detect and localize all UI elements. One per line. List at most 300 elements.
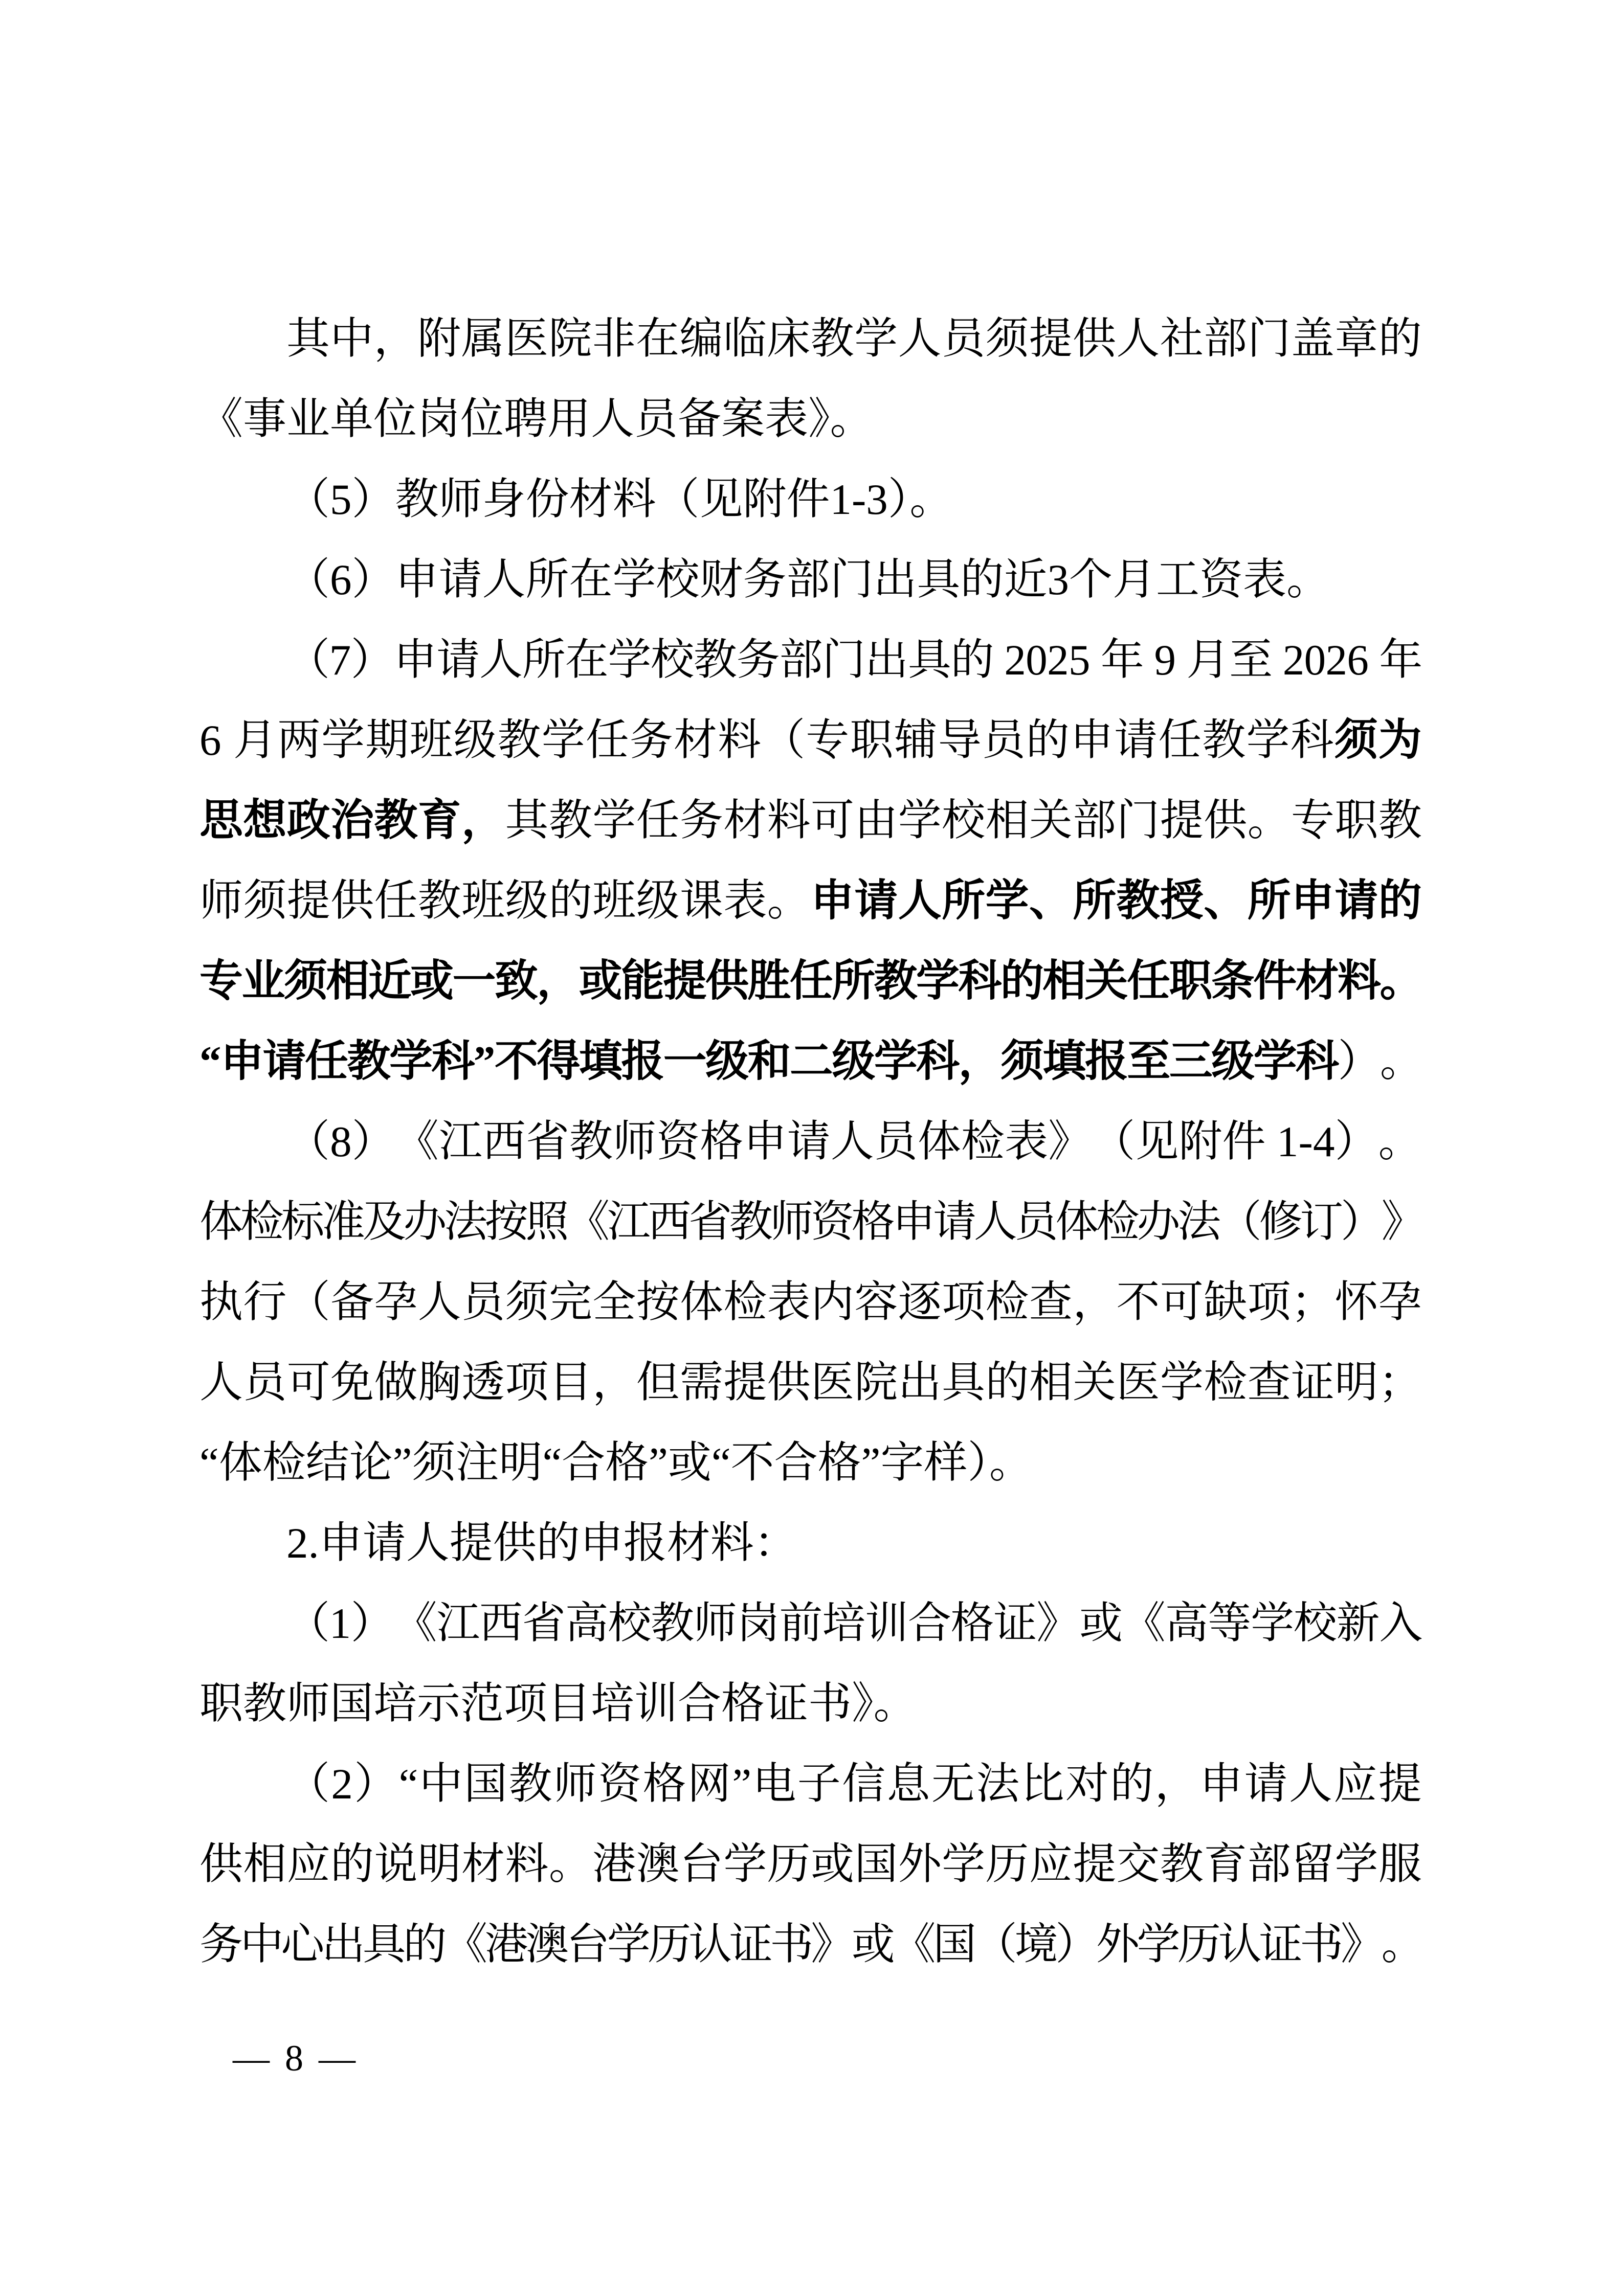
char: 检 bbox=[1096, 1198, 1140, 1246]
char: 港 bbox=[592, 1840, 636, 1888]
char: 具 bbox=[907, 636, 951, 684]
char: 供 bbox=[330, 877, 374, 925]
page-number: — 8 — bbox=[233, 2038, 359, 2079]
char: 致 bbox=[494, 957, 538, 1005]
char: 育 bbox=[1204, 1840, 1248, 1888]
char: 不 bbox=[494, 1038, 538, 1086]
char: 员 bbox=[874, 1118, 918, 1166]
space bbox=[1266, 1102, 1277, 1182]
char: ， bbox=[461, 797, 505, 845]
char: 按 bbox=[636, 1278, 680, 1326]
char: 9 bbox=[1154, 636, 1176, 684]
char: 学 bbox=[607, 1921, 651, 1969]
text-line-3 bbox=[199, 460, 1422, 540]
char: 请 bbox=[1114, 716, 1158, 764]
char: 级 bbox=[832, 1038, 876, 1086]
char: 学 bbox=[541, 716, 585, 764]
char: ） bbox=[350, 1600, 394, 1648]
char: 说 bbox=[374, 1840, 418, 1888]
char: ” bbox=[473, 1038, 496, 1086]
char: 件 bbox=[1222, 1118, 1266, 1166]
char: 明 bbox=[1334, 1359, 1378, 1407]
char: 料 bbox=[718, 716, 762, 764]
char: 需 bbox=[679, 1359, 723, 1407]
char: 学 bbox=[942, 1840, 986, 1888]
char: 任 bbox=[1158, 716, 1202, 764]
char: 须 bbox=[243, 877, 287, 925]
char: 应 bbox=[1029, 1840, 1073, 1888]
char: 料 bbox=[767, 797, 811, 845]
char: 须 bbox=[1334, 716, 1378, 764]
char: 电 bbox=[752, 1760, 796, 1808]
char: 材 bbox=[1295, 957, 1339, 1005]
char: 职 bbox=[1334, 797, 1378, 845]
char: 所 bbox=[1247, 877, 1291, 925]
char: 任 bbox=[636, 797, 680, 845]
char: 教 bbox=[810, 315, 854, 363]
char: 员 bbox=[982, 716, 1026, 764]
char: 办 bbox=[403, 1198, 447, 1246]
char: 2 bbox=[1282, 636, 1305, 684]
char: 心 bbox=[281, 1921, 325, 1969]
char: ） bbox=[1340, 1198, 1384, 1246]
char: 高 bbox=[565, 1600, 609, 1648]
char: 省 bbox=[522, 1600, 566, 1648]
char: 学 bbox=[321, 716, 365, 764]
char: 子 bbox=[797, 1760, 841, 1808]
char: 相 bbox=[1042, 957, 1086, 1005]
char: 或 bbox=[579, 957, 622, 1005]
char: 按 bbox=[484, 1198, 528, 1246]
char: 项 bbox=[942, 1278, 986, 1326]
char: 申 bbox=[1070, 716, 1114, 764]
char: 请 bbox=[787, 1118, 831, 1166]
char: 应 bbox=[286, 1840, 330, 1888]
text-segment: 职教师国培示范项目培训合格证书》。 bbox=[199, 1680, 917, 1728]
char: 职 bbox=[850, 716, 894, 764]
char: 国 bbox=[464, 1760, 508, 1808]
char: 澳 bbox=[525, 1921, 569, 1969]
char: 标 bbox=[281, 1198, 325, 1246]
char: 。 bbox=[1381, 1921, 1425, 1969]
char: 申 bbox=[743, 1118, 787, 1166]
text-segment: 《事业单位岗位聘用人员备案表》。 bbox=[199, 395, 874, 443]
char: 》 bbox=[1381, 1198, 1425, 1246]
char: 得 bbox=[537, 1038, 581, 1086]
char: 完 bbox=[548, 1278, 592, 1326]
char: 请 bbox=[933, 1198, 977, 1246]
char: 申 bbox=[220, 1038, 264, 1086]
char: 胜 bbox=[747, 957, 791, 1005]
char: 的 bbox=[1026, 716, 1070, 764]
space bbox=[222, 701, 233, 781]
char: 中 bbox=[330, 315, 374, 363]
char: 床 bbox=[767, 315, 811, 363]
char: 备 bbox=[330, 1278, 374, 1326]
char: 、 bbox=[1029, 877, 1073, 925]
char: 目 bbox=[548, 1359, 592, 1407]
char: 新 bbox=[1336, 1600, 1380, 1648]
char: 人 bbox=[830, 1118, 874, 1166]
char: 提 bbox=[1160, 797, 1204, 845]
char: 条 bbox=[1211, 957, 1255, 1005]
char: 人 bbox=[1116, 315, 1160, 363]
char: 医 bbox=[504, 315, 548, 363]
char: 6 bbox=[1347, 636, 1369, 684]
char: 师 bbox=[199, 877, 243, 925]
char: 近 bbox=[368, 957, 412, 1005]
char: 资 bbox=[656, 1118, 700, 1166]
char: 格 bbox=[642, 1760, 686, 1808]
text-segment: “体检结论”须注明“合格”或“不合格”字样）。 bbox=[199, 1439, 1033, 1487]
char: 专 bbox=[199, 957, 243, 1005]
char: 服 bbox=[1378, 1840, 1422, 1888]
text-line-14 bbox=[199, 1343, 1422, 1423]
char: 中 bbox=[240, 1921, 284, 1969]
char: 学 bbox=[1253, 1038, 1297, 1086]
char: 师 bbox=[553, 1760, 597, 1808]
char: 请 bbox=[436, 636, 480, 684]
char: 历 bbox=[648, 1921, 692, 1969]
char: 提 bbox=[663, 957, 707, 1005]
char: 资 bbox=[811, 1198, 855, 1246]
char: （ bbox=[1218, 1198, 1262, 1246]
char: 提 bbox=[1029, 315, 1073, 363]
char: 至 bbox=[1229, 636, 1273, 684]
char: 教 bbox=[1160, 1840, 1204, 1888]
text-line-15 bbox=[199, 1423, 1422, 1503]
char: 须 bbox=[505, 1278, 549, 1326]
char: 师 bbox=[693, 1600, 737, 1648]
char: ； bbox=[1291, 1278, 1334, 1326]
char: 学 bbox=[592, 797, 636, 845]
char: ， bbox=[958, 1038, 1002, 1086]
char: 信 bbox=[842, 1760, 886, 1808]
char: 附 bbox=[417, 315, 461, 363]
char: 部 bbox=[1073, 797, 1117, 845]
char: 学 bbox=[1246, 716, 1290, 764]
text-segment: （5）教师身份材料（见附件1-3）。 bbox=[286, 476, 953, 524]
char: 或 bbox=[1079, 1600, 1123, 1648]
char: 修 bbox=[1259, 1198, 1303, 1246]
char: 对 bbox=[1065, 1760, 1109, 1808]
char: 请 bbox=[854, 877, 898, 925]
char: 出 bbox=[865, 636, 909, 684]
char: 合 bbox=[907, 1600, 951, 1648]
char: 料 bbox=[505, 1840, 549, 1888]
char: 。 bbox=[548, 1840, 592, 1888]
char: 填 bbox=[1042, 1038, 1086, 1086]
char: 2 bbox=[1047, 636, 1069, 684]
char: 认 bbox=[688, 1921, 732, 1969]
char: 2 bbox=[1325, 636, 1348, 684]
char: 门 bbox=[822, 636, 866, 684]
char: 任 bbox=[585, 716, 629, 764]
space bbox=[993, 620, 1004, 701]
char: 校 bbox=[651, 636, 695, 684]
char: 《 bbox=[566, 1198, 610, 1246]
text-line-4 bbox=[199, 540, 1422, 620]
char: 其 bbox=[505, 797, 549, 845]
char: 员 bbox=[461, 1278, 505, 1326]
char: 行 bbox=[243, 1278, 287, 1326]
char: 须 bbox=[283, 957, 327, 1005]
char: 0 bbox=[1026, 636, 1048, 684]
char: 教 bbox=[1378, 797, 1422, 845]
char: 项 bbox=[505, 1359, 549, 1407]
char: 的 bbox=[985, 1359, 1029, 1407]
char: 透 bbox=[461, 1359, 505, 1407]
char: 2 bbox=[1004, 636, 1026, 684]
char: 务 bbox=[199, 1921, 243, 1969]
char: 由 bbox=[854, 797, 898, 845]
char: （ bbox=[286, 1118, 330, 1166]
char: 外 bbox=[1096, 1921, 1140, 1969]
char: 查 bbox=[1029, 1278, 1073, 1326]
char: 关 bbox=[1084, 957, 1128, 1005]
char: 书 bbox=[1300, 1921, 1344, 1969]
text-segment: （6）申请人所在学校财务部门出具的近3个月工资表。 bbox=[286, 556, 1330, 604]
char: 任 bbox=[305, 1038, 349, 1086]
char: 人 bbox=[199, 1359, 243, 1407]
char: ） bbox=[1055, 1921, 1099, 1969]
char: 一 bbox=[663, 1038, 707, 1086]
char: 在 bbox=[565, 636, 609, 684]
char: 出 bbox=[322, 1921, 366, 1969]
char: 港 bbox=[484, 1921, 528, 1969]
char: 提 bbox=[1073, 1840, 1117, 1888]
char: 人 bbox=[898, 877, 942, 925]
char: 班 bbox=[461, 877, 505, 925]
char: 务 bbox=[679, 797, 723, 845]
char: 思 bbox=[199, 797, 243, 845]
char: 料 bbox=[1337, 957, 1381, 1005]
char: （ bbox=[762, 716, 806, 764]
char: 部 bbox=[1247, 1840, 1291, 1888]
char: 出 bbox=[898, 1359, 942, 1407]
char: 师 bbox=[613, 1118, 657, 1166]
char: 。 bbox=[1380, 1038, 1423, 1086]
text-line-16 bbox=[199, 1503, 1422, 1584]
char: 学 bbox=[898, 797, 942, 845]
char: 相 bbox=[985, 797, 1029, 845]
text-line-19 bbox=[199, 1744, 1422, 1825]
char: 体 bbox=[1055, 1198, 1099, 1246]
char: 体 bbox=[917, 1118, 961, 1166]
char: 门 bbox=[1116, 797, 1160, 845]
char: 部 bbox=[1204, 315, 1248, 363]
char: 学 bbox=[1251, 1600, 1295, 1648]
char: 级 bbox=[705, 1038, 749, 1086]
char: 学 bbox=[1137, 1921, 1181, 1969]
char: 校 bbox=[1293, 1600, 1337, 1648]
char: 级 bbox=[453, 716, 497, 764]
char: 孕 bbox=[374, 1278, 418, 1326]
char: 人 bbox=[973, 1198, 1017, 1246]
text-line-7 bbox=[199, 781, 1422, 861]
text-line-17 bbox=[199, 1584, 1422, 1664]
char: 台 bbox=[679, 1840, 723, 1888]
char: 法 bbox=[1177, 1198, 1221, 1246]
char: 教 bbox=[693, 636, 737, 684]
char: 西 bbox=[482, 1118, 526, 1166]
char: 或 bbox=[851, 1921, 895, 1969]
char: 台 bbox=[566, 1921, 610, 1969]
char: 科 bbox=[431, 1038, 475, 1086]
char: 申 bbox=[1199, 1760, 1243, 1808]
char: （ bbox=[1092, 1118, 1136, 1166]
char: 检 bbox=[240, 1198, 284, 1246]
char: 级 bbox=[505, 877, 549, 925]
char: 班 bbox=[592, 877, 636, 925]
char: 学 bbox=[985, 877, 1029, 925]
char: 报 bbox=[621, 1038, 665, 1086]
char: 全 bbox=[592, 1278, 636, 1326]
char: 两 bbox=[277, 716, 321, 764]
char: 想 bbox=[243, 797, 287, 845]
char: 具 bbox=[942, 1359, 986, 1407]
char: （ bbox=[286, 1760, 330, 1808]
char: 务 bbox=[736, 636, 780, 684]
char: 任 bbox=[789, 957, 833, 1005]
char: 0 bbox=[1304, 636, 1326, 684]
char: 境 bbox=[1014, 1921, 1058, 1969]
char: 等 bbox=[1208, 1600, 1252, 1648]
text-line-20 bbox=[199, 1825, 1422, 1905]
char: 或 bbox=[410, 957, 454, 1005]
char: 业 bbox=[241, 957, 285, 1005]
space bbox=[1272, 620, 1283, 701]
char: 但 bbox=[636, 1359, 680, 1407]
char: 的 bbox=[1378, 315, 1422, 363]
char: 执 bbox=[199, 1278, 243, 1326]
char: 三 bbox=[1169, 1038, 1213, 1086]
char: 科 bbox=[1295, 1038, 1339, 1086]
char: 体 bbox=[199, 1198, 243, 1246]
text-line-13 bbox=[199, 1263, 1422, 1343]
char: 表 bbox=[1005, 1118, 1049, 1166]
char: 证 bbox=[729, 1921, 773, 1969]
char: 格 bbox=[950, 1600, 994, 1648]
char: 做 bbox=[374, 1359, 418, 1407]
char: 可 bbox=[286, 1359, 330, 1407]
char: 学 bbox=[874, 1038, 918, 1086]
char: 班 bbox=[409, 716, 453, 764]
text-line-18 bbox=[199, 1664, 1422, 1744]
char: 培 bbox=[822, 1600, 866, 1648]
char: 导 bbox=[938, 716, 982, 764]
char: 省 bbox=[526, 1118, 570, 1166]
char: 国 bbox=[854, 1840, 898, 1888]
char: 历 bbox=[985, 1840, 1029, 1888]
char: 供 bbox=[1204, 797, 1248, 845]
char: 须 bbox=[1000, 1038, 1044, 1086]
char: ， bbox=[537, 957, 581, 1005]
char: 西 bbox=[648, 1198, 692, 1246]
char: 法 bbox=[444, 1198, 488, 1246]
char: 检 bbox=[723, 1278, 767, 1326]
char: ） bbox=[354, 1760, 398, 1808]
char: 教 bbox=[508, 1760, 552, 1808]
char: 的 bbox=[548, 877, 592, 925]
char: 教 bbox=[729, 1198, 773, 1246]
char: 申 bbox=[811, 877, 855, 925]
char: 的 bbox=[1000, 957, 1044, 1005]
char: 授 bbox=[1160, 877, 1204, 925]
char: 员 bbox=[1014, 1198, 1058, 1246]
text-line-10 bbox=[199, 1022, 1422, 1102]
char: 提 bbox=[723, 1359, 767, 1407]
char: 能 bbox=[621, 957, 665, 1005]
char: 非 bbox=[592, 315, 636, 363]
char: 具 bbox=[362, 1921, 406, 1969]
char: 部 bbox=[779, 636, 823, 684]
char: 校 bbox=[942, 797, 986, 845]
space bbox=[1368, 620, 1379, 701]
char: 检 bbox=[985, 1278, 1029, 1326]
char: ） bbox=[351, 1118, 395, 1166]
char: 人 bbox=[1288, 1760, 1332, 1808]
char: 院 bbox=[854, 1359, 898, 1407]
char: 关 bbox=[1029, 797, 1073, 845]
char: ） bbox=[1334, 1118, 1378, 1166]
char: 高 bbox=[1165, 1600, 1209, 1648]
char: 所 bbox=[832, 957, 876, 1005]
char: 一 bbox=[452, 957, 496, 1005]
char: 教 bbox=[569, 1118, 613, 1166]
char: 不 bbox=[1116, 1278, 1160, 1326]
char: 月 bbox=[1186, 636, 1230, 684]
char: （ bbox=[286, 1278, 330, 1326]
char: 供 bbox=[199, 1840, 243, 1888]
text-line-2 bbox=[199, 379, 1422, 460]
char: 须 bbox=[985, 315, 1029, 363]
char: 治 bbox=[330, 797, 374, 845]
char: 网 bbox=[687, 1760, 731, 1808]
char: 查 bbox=[1247, 1359, 1291, 1407]
text-line-11 bbox=[199, 1102, 1422, 1182]
char: 专 bbox=[806, 716, 850, 764]
char: 教 bbox=[651, 1600, 695, 1648]
char: 科 bbox=[1290, 716, 1334, 764]
char: 可 bbox=[1160, 1278, 1204, 1326]
char: 学 bbox=[389, 1038, 433, 1086]
char: 5 bbox=[1068, 636, 1091, 684]
char: 证 bbox=[993, 1600, 1037, 1648]
char: 学 bbox=[723, 1840, 767, 1888]
text-line-5 bbox=[199, 620, 1422, 701]
char: 》 bbox=[1340, 1921, 1384, 1969]
char: 教 bbox=[1116, 877, 1160, 925]
char: 入 bbox=[1379, 1600, 1423, 1648]
char: 请 bbox=[1244, 1760, 1288, 1808]
char: 西 bbox=[479, 1600, 523, 1648]
char: 级 bbox=[1211, 1038, 1255, 1086]
char: 教 bbox=[1202, 716, 1246, 764]
char: 7 bbox=[329, 636, 351, 684]
char: 可 bbox=[811, 797, 855, 845]
char: 提 bbox=[286, 877, 330, 925]
char: ； bbox=[1378, 1359, 1422, 1407]
char: 。 bbox=[1378, 1118, 1422, 1166]
text-line-12 bbox=[199, 1182, 1425, 1263]
space bbox=[1175, 620, 1186, 701]
char: 关 bbox=[1073, 1359, 1117, 1407]
char: 供 bbox=[705, 957, 749, 1005]
text-line-21 bbox=[199, 1905, 1425, 1985]
char: 学 bbox=[1160, 1359, 1204, 1407]
text-line-1 bbox=[199, 299, 1422, 379]
